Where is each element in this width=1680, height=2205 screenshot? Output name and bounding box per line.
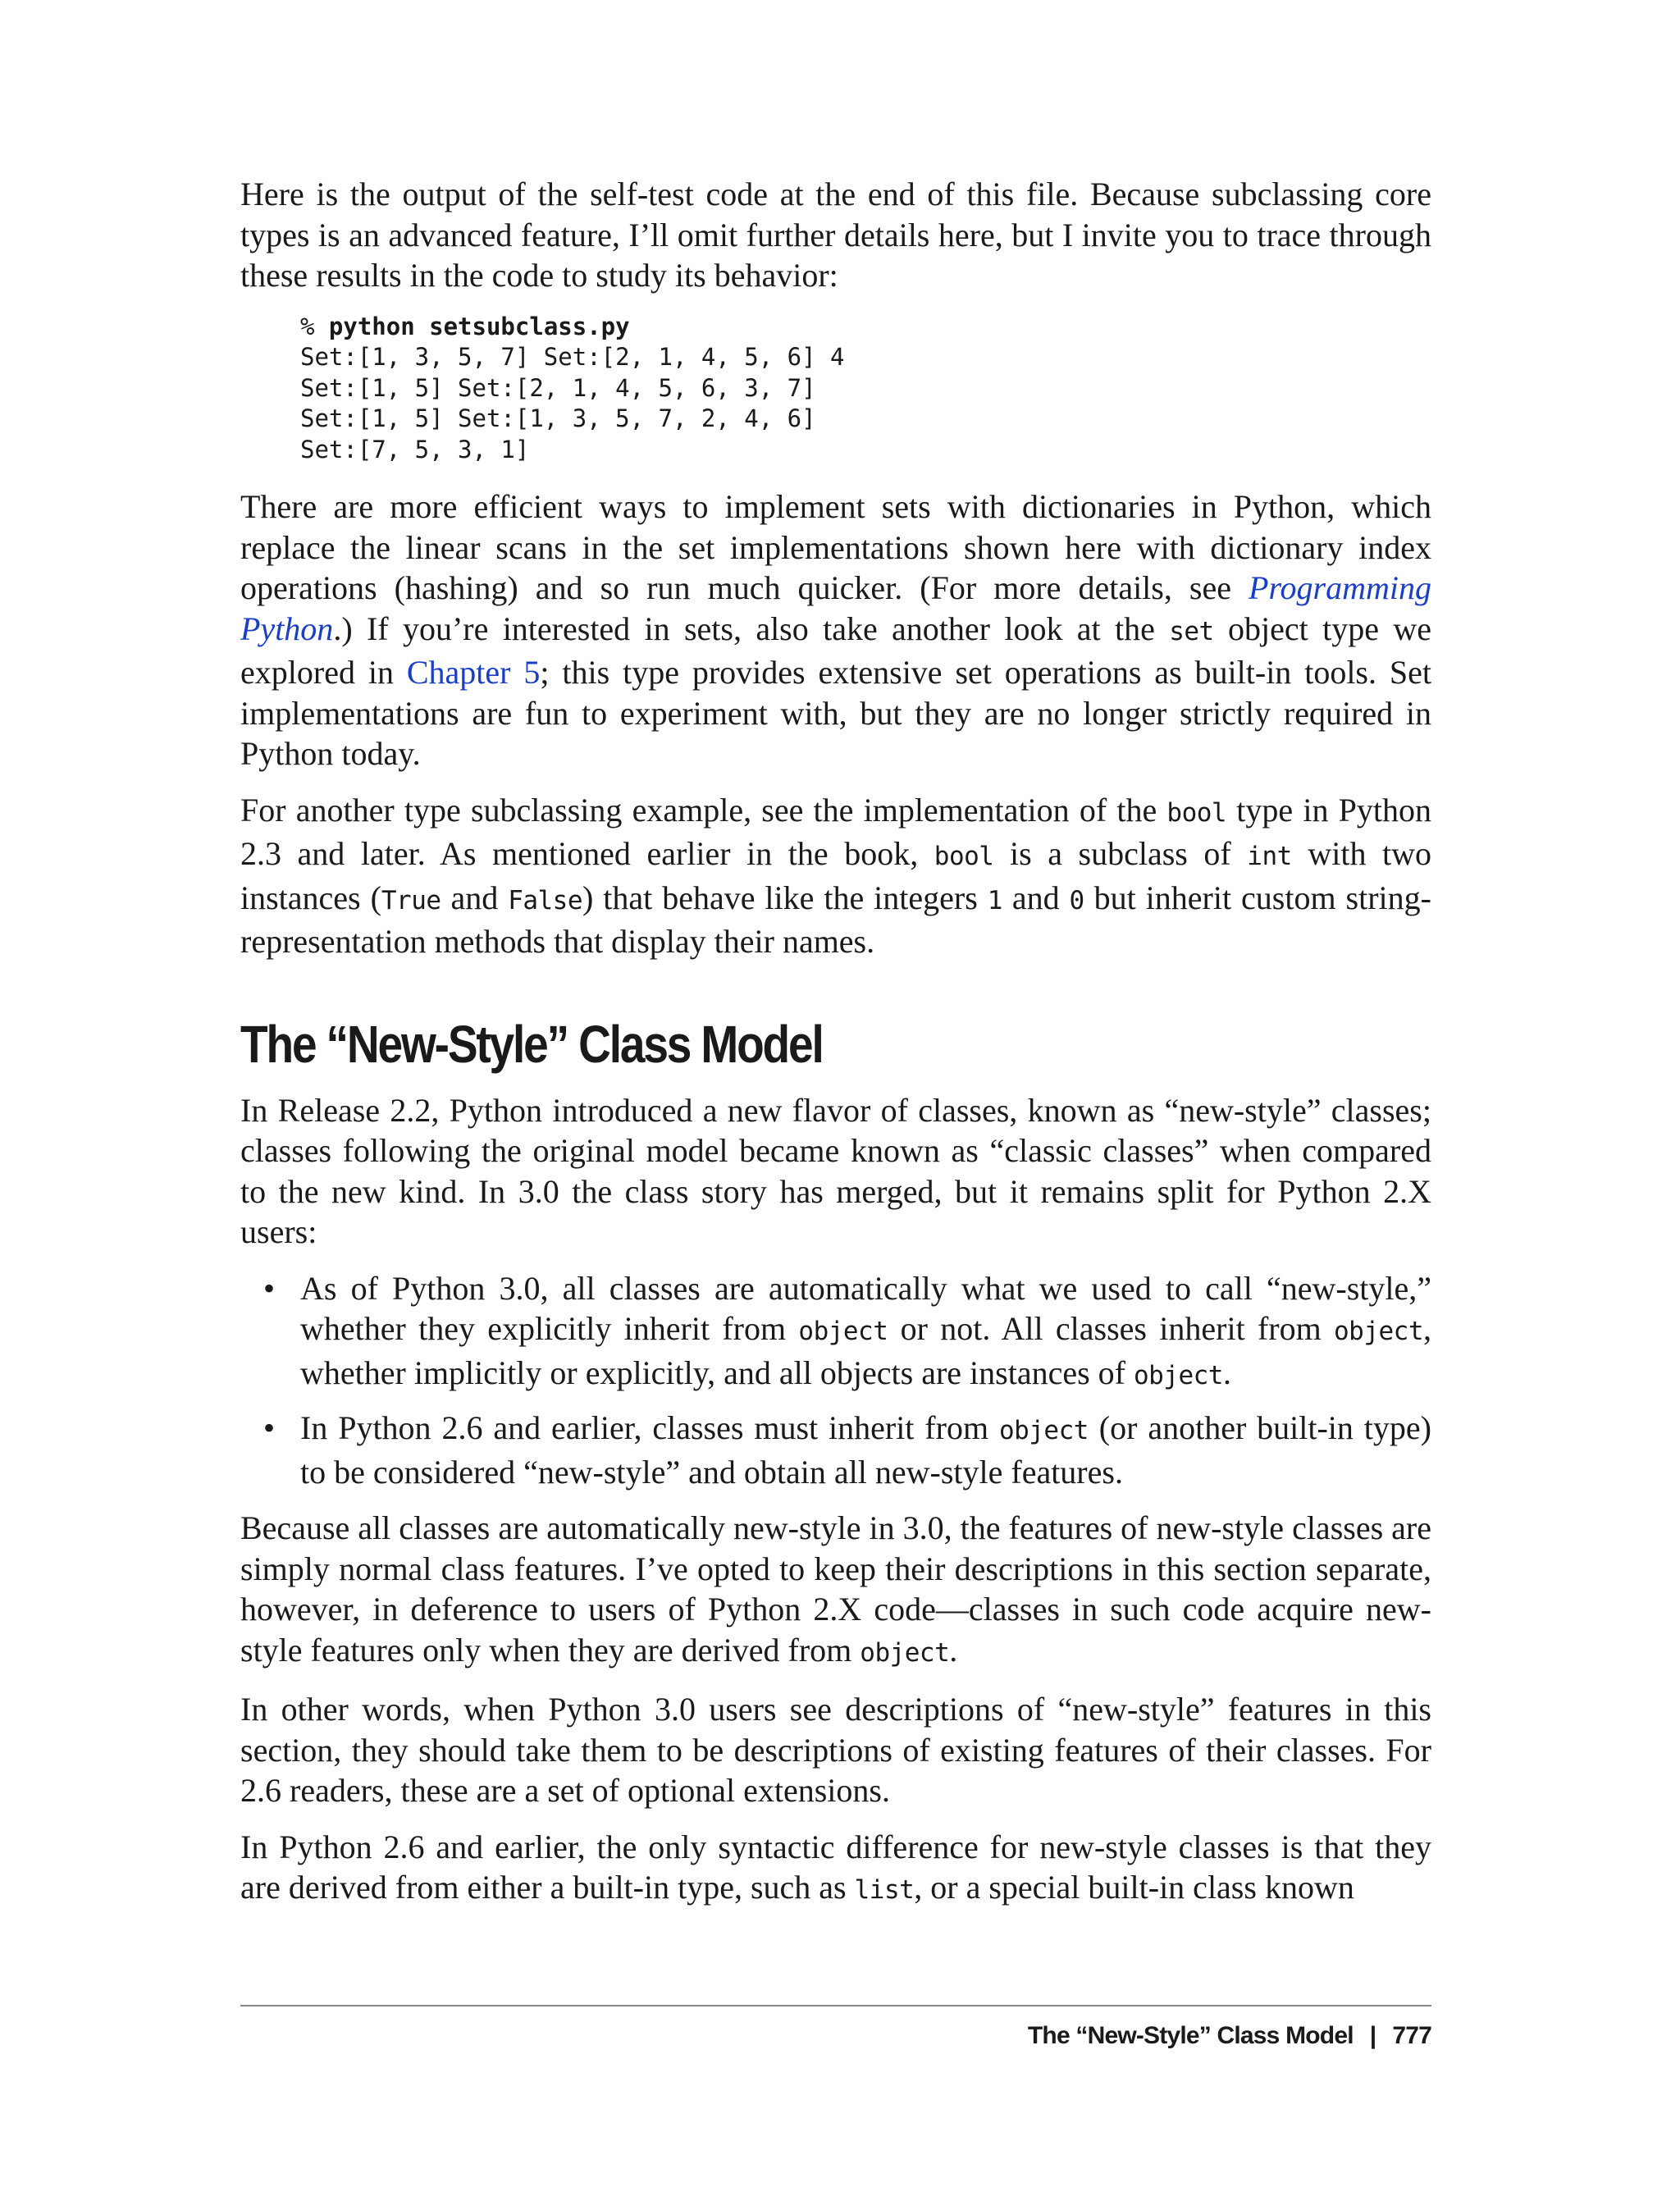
- inline-code: 1: [987, 885, 1002, 915]
- paragraph-syntactic-difference: In Python 2.6 and earlier, the only syntactic difference for new-style classes is that they are derived from either a built-in type, such as list, or a special built-in class known: [240, 1828, 1431, 1906]
- inline-code: bool: [1166, 797, 1227, 828]
- inline-code: object: [1133, 1360, 1223, 1390]
- inline-code: bool: [934, 842, 994, 871]
- list-item: • In Python 2.6 and earlier, classes must inherit from object (or another built-in type) to be considered “new-style” and obtain all new-style features.: [263, 1409, 1431, 1491]
- paragraph-output-intro: Here is the output of the self-test code at the end of this file. Because subclassing core types is an advanced feature, I’ll omit further details here, but I invite you to trace through these results in the code to study its behavior:: [240, 176, 1431, 294]
- code-line: Set:[1, 5] Set:[2, 1, 4, 5, 6, 3, 7]: [300, 373, 816, 402]
- section-heading: The “New-Style” Class Model: [240, 1014, 823, 1074]
- inline-code: 0: [1069, 885, 1084, 915]
- paragraph-release-22: In Release 2.2, Python introduced a new flavor of classes, known as “new-style” classes; classes following the original model became known as “classic classes” when compared to the new kind. In 3.0 the class story has merged, but it remains split for Python 2.X users:: [240, 1091, 1431, 1250]
- inline-code: object: [998, 1416, 1089, 1445]
- list-item: • As of Python 3.0, all classes are automatically what we used to call “new-style,” whether they explicitly inherit from object or not. All classes inherit from object, whether implicitly or explicitly, and all objects are instances of object.: [263, 1269, 1431, 1391]
- code-block: [300, 312, 1431, 466]
- shell-prompt: %: [300, 312, 329, 340]
- paragraph-automatic-new-style: Because all classes are automatically new-style in 3.0, the features of new-style classes are simply normal class features. I’ve opted to keep their descriptions in this section separate, however, in deference to users of Python 2.X code—classes in such code acquire new-style features only when they are derived from object.: [240, 1509, 1431, 1669]
- bullet-icon: •: [263, 1269, 276, 1307]
- page-number: 777: [1392, 2022, 1431, 2049]
- inline-code: int: [1247, 842, 1292, 871]
- code-line: Set:[1, 3, 5, 7] Set:[2, 1, 4, 5, 6] 4: [300, 343, 845, 371]
- link-programming-python[interactable]: Programming Python: [240, 569, 1431, 647]
- inline-code: True: [381, 885, 441, 915]
- footer-rule: [240, 2005, 1431, 2006]
- code-line: Set:[7, 5, 3, 1]: [300, 435, 530, 463]
- paragraph-efficient-sets: There are more efficient ways to implement sets with dictionaries in Python, which replace the linear scans in the set implementations shown here with dictionary index operations (hashing) and so run much quicker. (For more details, see Programming Python.) If you’re interested in sets, also take another look at the set object type we explored in Chapter 5; this type provides extensive set operations as built-in tools. Set implementations are fun to experiment with, but they are no longer strictly required in Python today.: [240, 488, 1432, 772]
- inline-code: object: [798, 1317, 888, 1346]
- inline-code: list: [854, 1875, 915, 1905]
- inline-code: False: [508, 885, 583, 915]
- link-chapter-5[interactable]: Chapter 5: [406, 654, 541, 691]
- footer-separator: |: [1369, 2022, 1376, 2049]
- page-body: [240, 174, 1431, 1911]
- bullet-icon: •: [263, 1409, 276, 1446]
- shell-command: python setsubclass.py: [328, 312, 630, 340]
- inline-code: set: [1169, 616, 1214, 646]
- bullet-list: [240, 1268, 1431, 1493]
- inline-code: object: [860, 1637, 950, 1668]
- inline-code: object: [1334, 1317, 1423, 1346]
- paragraph-in-other-words: In other words, when Python 3.0 users see descriptions of “new-style” features in this section, they should take them to be descriptions of existing features of their classes. For 2.6 readers, these are a set of optional extensions.: [240, 1691, 1431, 1809]
- paragraph-bool-subclass: For another type subclassing example, see the implementation of the bool type in Python 2.3 and later. As mentioned earlier in the book, bool is a subclass of int with two instances (True and False) that behave like the integers 1 and 0 but inherit custom string-representation methods that display their names.: [240, 791, 1431, 960]
- code-line: Set:[1, 5] Set:[1, 3, 5, 7, 2, 4, 6]: [300, 404, 816, 432]
- running-footer: [1028, 2020, 1431, 2052]
- footer-title: The “New-Style” Class Model: [1027, 2022, 1354, 2049]
